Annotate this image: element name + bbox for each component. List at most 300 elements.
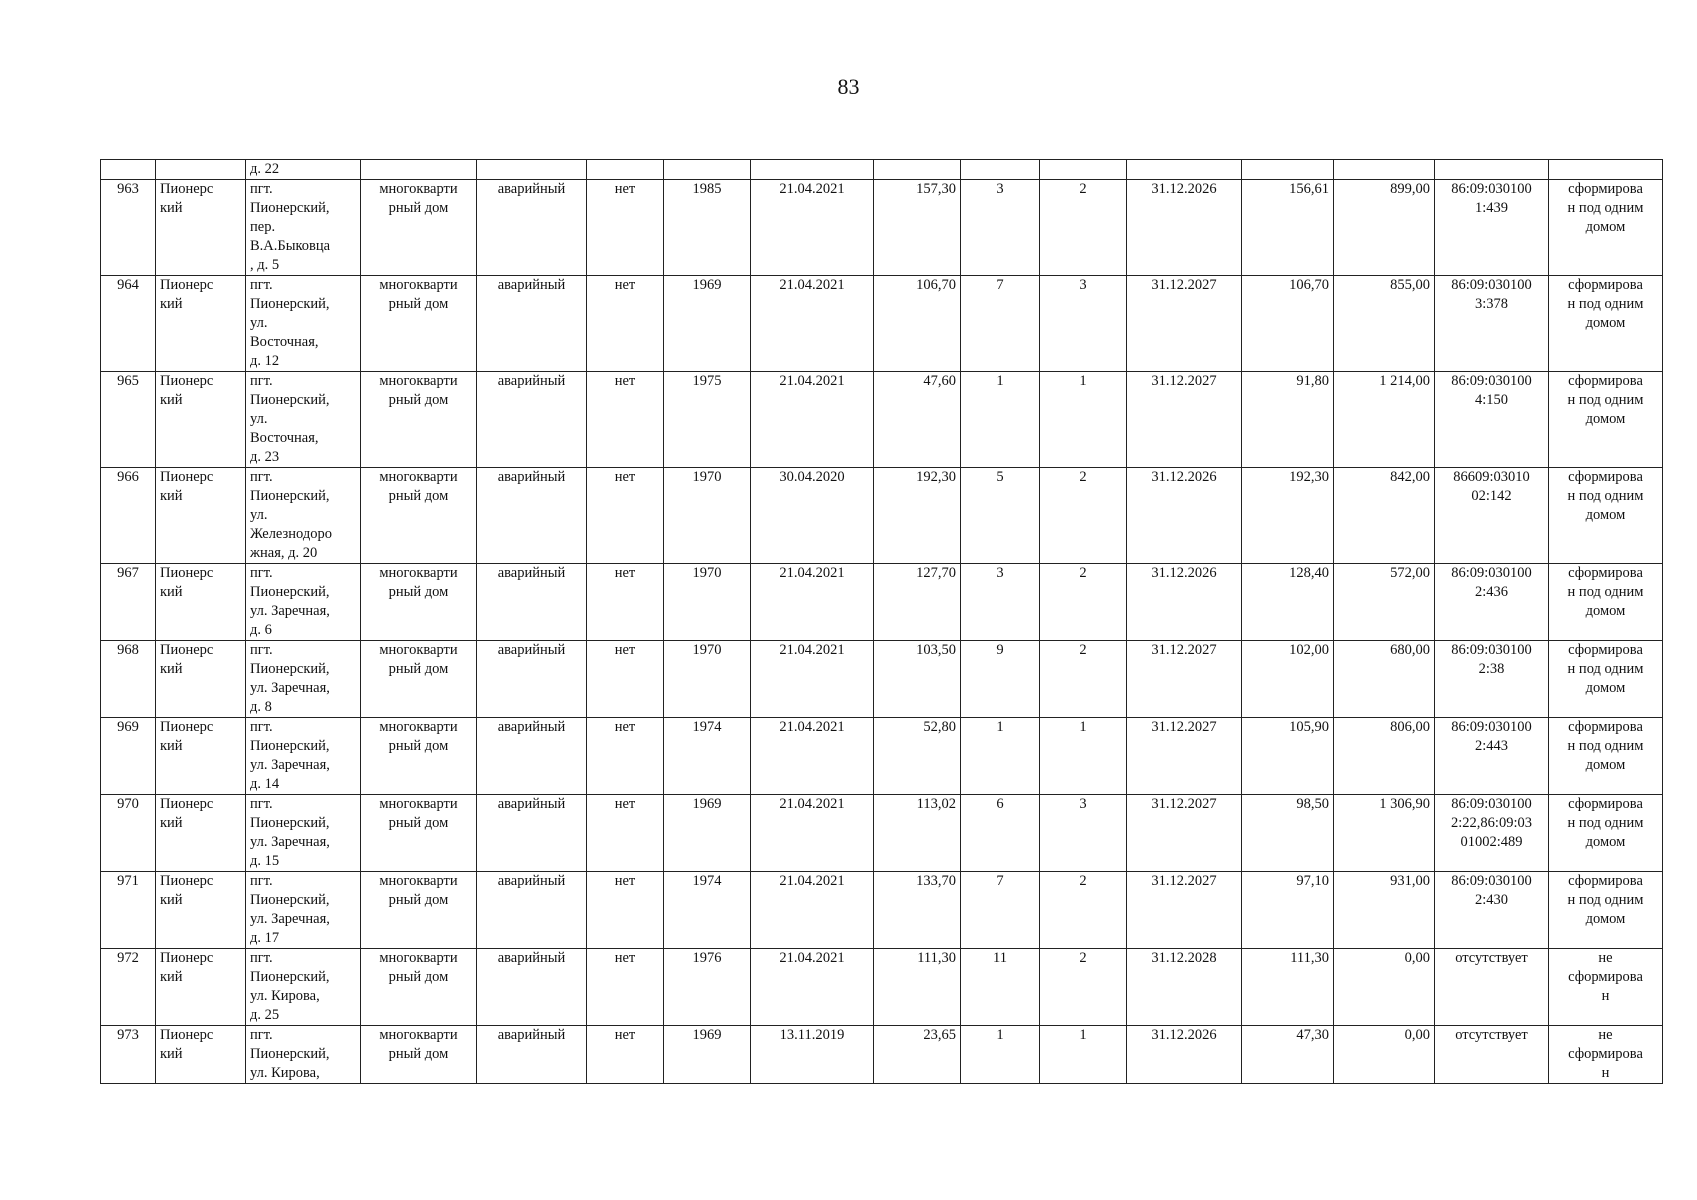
- district-line: Пионерс: [160, 373, 214, 389]
- land-status-line: домом: [1585, 757, 1626, 773]
- address-cell: [246, 564, 361, 641]
- cadastral-number-cell: [1435, 180, 1549, 276]
- address-cell: [246, 949, 361, 1026]
- land-status-line: н под одним: [1567, 200, 1644, 216]
- land-status-line: домом: [1585, 911, 1626, 927]
- address-line: , д. 5: [250, 257, 280, 273]
- land-status-line: сформирова: [1568, 565, 1643, 581]
- land-status-line: не: [1598, 950, 1613, 966]
- status-cell: аварийный: [477, 1026, 587, 1084]
- building-type-line: многокварти: [379, 719, 458, 735]
- building-type-line: рный дом: [388, 969, 449, 985]
- row-number-cell: 970: [101, 795, 156, 872]
- address-cell: [246, 795, 361, 872]
- area-cell: 103,50: [874, 641, 961, 718]
- address-cell: [246, 468, 361, 564]
- apartments-cell: 2: [1040, 641, 1127, 718]
- district-cell: [156, 718, 246, 795]
- land-status-cell: [1549, 372, 1663, 468]
- status-cell: аварийный: [477, 276, 587, 372]
- deadline-cell: 31.12.2026: [1127, 468, 1242, 564]
- address-line: ул. Кирова,: [250, 988, 320, 1004]
- cadastral-number-cell: [1435, 872, 1549, 949]
- land-status-line: домом: [1585, 411, 1626, 427]
- land-status-cell: [1549, 872, 1663, 949]
- area2-cell: 102,00: [1242, 641, 1334, 718]
- recognition-date-cell: 21.04.2021: [751, 276, 874, 372]
- land-status-line: н под одним: [1567, 488, 1644, 504]
- row-number-cell: 969: [101, 718, 156, 795]
- address-line: пгт.: [250, 950, 273, 966]
- land-status-line: не: [1598, 1027, 1613, 1043]
- year-cell: 1969: [664, 795, 751, 872]
- recognition-date-cell: 21.04.2021: [751, 949, 874, 1026]
- area2-cell: 91,80: [1242, 372, 1334, 468]
- flag-cell: нет: [587, 276, 664, 372]
- district-cell: [156, 949, 246, 1026]
- year-cell: 1970: [664, 641, 751, 718]
- apartments-cell: 2: [1040, 949, 1127, 1026]
- land-status-cell: [1549, 1026, 1663, 1084]
- address-line: ул. Заречная,: [250, 603, 330, 619]
- land-area-cell: 0,00: [1334, 949, 1435, 1026]
- area2-cell: 106,70: [1242, 276, 1334, 372]
- area2-cell: 192,30: [1242, 468, 1334, 564]
- area2-cell: 111,30: [1242, 949, 1334, 1026]
- land-status-cell: [1549, 468, 1663, 564]
- address-line: д. 12: [250, 353, 280, 369]
- area-cell: 133,70: [874, 872, 961, 949]
- flag-cell: нет: [587, 795, 664, 872]
- building-type-line: рный дом: [388, 584, 449, 600]
- address-line: д. 23: [250, 449, 280, 465]
- district-cell: [156, 180, 246, 276]
- cadastral-number-line: 2:430: [1474, 892, 1509, 908]
- address-line: пгт.: [250, 796, 273, 812]
- year-cell: 1970: [664, 468, 751, 564]
- address-line: ул. Заречная,: [250, 680, 330, 696]
- district-cell: [156, 1026, 246, 1084]
- cadastral-number-line: отсутствует: [1455, 950, 1528, 966]
- district-line: Пионерс: [160, 181, 214, 197]
- cadastral-number-cell: [1435, 276, 1549, 372]
- land-status-line: сформирова: [1568, 373, 1643, 389]
- deadline-cell: 31.12.2028: [1127, 949, 1242, 1026]
- table-row: [101, 372, 1663, 468]
- flag-cell: нет: [587, 564, 664, 641]
- district-line: Пионерс: [160, 796, 214, 812]
- building-type-line: многокварти: [379, 469, 458, 485]
- district-line: кий: [160, 488, 183, 504]
- address-line: д. 15: [250, 853, 280, 869]
- address-line: ул.: [250, 507, 268, 523]
- land-status-line: н под одним: [1567, 815, 1644, 831]
- address-line: Пионерский,: [250, 738, 330, 754]
- building-type-line: рный дом: [388, 392, 449, 408]
- address-line: Пионерский,: [250, 392, 330, 408]
- address-line: пгт.: [250, 277, 273, 293]
- building-type-line: рный дом: [388, 892, 449, 908]
- row-number-cell: 971: [101, 872, 156, 949]
- land-status-line: домом: [1585, 507, 1626, 523]
- building-type-line: рный дом: [388, 661, 449, 677]
- year-cell: 1976: [664, 949, 751, 1026]
- recognition-date-cell: 30.04.2020: [751, 468, 874, 564]
- building-type-line: многокварти: [379, 277, 458, 293]
- building-type-cell: [361, 949, 477, 1026]
- deadline-cell: 31.12.2027: [1127, 795, 1242, 872]
- status-cell: аварийный: [477, 180, 587, 276]
- land-status-line: сформирова: [1568, 469, 1643, 485]
- row-number-cell: 966: [101, 468, 156, 564]
- year-cell: 1969: [664, 1026, 751, 1084]
- cadastral-number-line: 02:142: [1471, 488, 1512, 504]
- cadastral-number-line: 3:378: [1474, 296, 1509, 312]
- building-type-cell: [361, 1026, 477, 1084]
- recognition-date-cell: 13.11.2019: [751, 1026, 874, 1084]
- address-line: ул. Заречная,: [250, 911, 330, 927]
- land-status-line: сформирова: [1568, 642, 1643, 658]
- apartments-cell: 2: [1040, 872, 1127, 949]
- district-line: Пионерс: [160, 1027, 214, 1043]
- building-type-line: рный дом: [388, 200, 449, 216]
- land-status-line: сформирова: [1568, 873, 1643, 889]
- building-type-line: многокварти: [379, 950, 458, 966]
- status-cell: аварийный: [477, 468, 587, 564]
- residents-cell: 9: [961, 641, 1040, 718]
- district-cell: [156, 372, 246, 468]
- building-type-line: многокварти: [379, 181, 458, 197]
- residents-cell: 1: [961, 372, 1040, 468]
- address-line: жная, д. 20: [250, 545, 318, 561]
- building-type-line: рный дом: [388, 296, 449, 312]
- recognition-date-cell: 21.04.2021: [751, 795, 874, 872]
- district-line: кий: [160, 892, 183, 908]
- status-cell: аварийный: [477, 641, 587, 718]
- district-line: кий: [160, 584, 183, 600]
- address-line: д. 17: [250, 930, 280, 946]
- building-type-line: многокварти: [379, 796, 458, 812]
- residents-cell: 7: [961, 872, 1040, 949]
- cadastral-number-line: 1:439: [1474, 200, 1509, 216]
- address-cell: [246, 1026, 361, 1084]
- flag-cell: нет: [587, 1026, 664, 1084]
- address-line: пгт.: [250, 1027, 273, 1043]
- address-line: д. 8: [250, 699, 272, 715]
- apartments-cell: 1: [1040, 372, 1127, 468]
- address-line: Пионерский,: [250, 296, 330, 312]
- flag-cell: нет: [587, 468, 664, 564]
- address-line: Пионерский,: [250, 488, 330, 504]
- cadastral-number-line: 86:09:030100: [1451, 642, 1532, 658]
- area-cell: 47,60: [874, 372, 961, 468]
- apartments-cell: 3: [1040, 795, 1127, 872]
- address-cell: [246, 372, 361, 468]
- land-status-line: сформирова: [1568, 277, 1643, 293]
- status-cell: аварийный: [477, 372, 587, 468]
- address-line: Пионерский,: [250, 892, 330, 908]
- district-cell: [156, 276, 246, 372]
- land-status-line: н под одним: [1567, 584, 1644, 600]
- district-line: кий: [160, 1046, 183, 1062]
- cadastral-number-cell: [1435, 468, 1549, 564]
- address-line: В.А.Быковца: [250, 238, 331, 254]
- table-row: [101, 564, 1663, 641]
- land-area-cell: 1 214,00: [1334, 372, 1435, 468]
- cadastral-number-line: 86:09:030100: [1451, 719, 1532, 735]
- land-status-line: домом: [1585, 680, 1626, 696]
- land-area-cell: 1 306,90: [1334, 795, 1435, 872]
- address-line: пгт.: [250, 469, 273, 485]
- cadastral-number-cell: [1435, 1026, 1549, 1084]
- address-line: Пионерский,: [250, 1046, 330, 1062]
- row-number-cell: 963: [101, 180, 156, 276]
- land-status-cell: [1549, 718, 1663, 795]
- table-row: [101, 795, 1663, 872]
- cadastral-number-cell: [1435, 718, 1549, 795]
- address-line: пгт.: [250, 565, 273, 581]
- residents-cell: 3: [961, 564, 1040, 641]
- table-body: [101, 160, 1663, 1084]
- area2-cell: 156,61: [1242, 180, 1334, 276]
- building-type-line: рный дом: [388, 738, 449, 754]
- land-area-cell: 899,00: [1334, 180, 1435, 276]
- deadline-cell: 31.12.2026: [1127, 564, 1242, 641]
- building-type-line: рный дом: [388, 488, 449, 504]
- flag-cell: нет: [587, 718, 664, 795]
- land-area-cell: 806,00: [1334, 718, 1435, 795]
- address-line: ул.: [250, 411, 268, 427]
- address-cell: [246, 641, 361, 718]
- building-type-cell: [361, 180, 477, 276]
- cadastral-number-cell: [1435, 949, 1549, 1026]
- cadastral-number-line: отсутствует: [1455, 1027, 1528, 1043]
- apartments-cell: 2: [1040, 468, 1127, 564]
- land-status-line: н под одним: [1567, 738, 1644, 754]
- apartments-cell: 2: [1040, 564, 1127, 641]
- building-type-cell: [361, 718, 477, 795]
- residents-cell: 1: [961, 1026, 1040, 1084]
- building-type-line: рный дом: [388, 1046, 449, 1062]
- table-row: [101, 949, 1663, 1026]
- residents-cell: 3: [961, 180, 1040, 276]
- land-status-line: сформирова: [1568, 181, 1643, 197]
- recognition-date-cell: 21.04.2021: [751, 564, 874, 641]
- row-number-cell: 964: [101, 276, 156, 372]
- district-line: Пионерс: [160, 642, 214, 658]
- cadastral-number-cell: [1435, 795, 1549, 872]
- cadastral-number-line: 2:22,86:09:03: [1451, 815, 1532, 831]
- cadastral-number-line: 2:38: [1478, 661, 1505, 677]
- building-type-cell: [361, 372, 477, 468]
- land-status-cell: [1549, 641, 1663, 718]
- building-type-line: многокварти: [379, 373, 458, 389]
- apartments-cell: 3: [1040, 276, 1127, 372]
- area2-cell: 105,90: [1242, 718, 1334, 795]
- cadastral-number-line: 86:09:030100: [1451, 181, 1532, 197]
- area-cell: 192,30: [874, 468, 961, 564]
- area2-cell: 128,40: [1242, 564, 1334, 641]
- row-number-cell: 965: [101, 372, 156, 468]
- continuation-row: [101, 160, 1663, 180]
- area2-cell: 47,30: [1242, 1026, 1334, 1084]
- address-line: Пионерский,: [250, 815, 330, 831]
- district-line: кий: [160, 661, 183, 677]
- building-type-line: многокварти: [379, 1027, 458, 1043]
- address-line: д. 25: [250, 1007, 280, 1023]
- district-line: Пионерс: [160, 565, 214, 581]
- land-status-line: н: [1601, 1065, 1610, 1081]
- building-type-line: многокварти: [379, 565, 458, 581]
- address-line: д. 14: [250, 776, 280, 792]
- district-line: Пионерс: [160, 950, 214, 966]
- land-status-cell: [1549, 180, 1663, 276]
- residents-cell: 5: [961, 468, 1040, 564]
- land-status-line: домом: [1585, 315, 1626, 331]
- area-cell: 106,70: [874, 276, 961, 372]
- apartments-cell: 1: [1040, 718, 1127, 795]
- land-status-line: н: [1601, 988, 1610, 1004]
- address-line: Пионерский,: [250, 584, 330, 600]
- year-cell: 1985: [664, 180, 751, 276]
- row-number-cell: 968: [101, 641, 156, 718]
- building-type-cell: [361, 872, 477, 949]
- address-line: Пионерский,: [250, 661, 330, 677]
- address-line: пгт.: [250, 719, 273, 735]
- cadastral-number-line: 2:443: [1474, 738, 1509, 754]
- land-area-cell: 680,00: [1334, 641, 1435, 718]
- cadastral-number-line: 86:09:030100: [1451, 373, 1532, 389]
- district-cell: [156, 795, 246, 872]
- cadastral-number-cell: [1435, 372, 1549, 468]
- cadastral-number-line: 2:436: [1474, 584, 1509, 600]
- flag-cell: нет: [587, 641, 664, 718]
- address-line: пгт.: [250, 373, 273, 389]
- address-line: д. 6: [250, 622, 272, 638]
- deadline-cell: 31.12.2027: [1127, 718, 1242, 795]
- district-line: Пионерс: [160, 873, 214, 889]
- table-row: [101, 872, 1663, 949]
- district-line: Пионерс: [160, 469, 214, 485]
- district-cell: [156, 641, 246, 718]
- land-area-cell: 0,00: [1334, 1026, 1435, 1084]
- land-status-line: домом: [1585, 834, 1626, 850]
- area-cell: 113,02: [874, 795, 961, 872]
- land-status-line: домом: [1585, 603, 1626, 619]
- land-status-line: н под одним: [1567, 392, 1644, 408]
- building-type-cell: [361, 564, 477, 641]
- building-type-line: многокварти: [379, 642, 458, 658]
- building-type-cell: [361, 641, 477, 718]
- district-line: кий: [160, 815, 183, 831]
- residents-cell: 11: [961, 949, 1040, 1026]
- residents-cell: 7: [961, 276, 1040, 372]
- table-row: [101, 718, 1663, 795]
- land-status-line: сформирова: [1568, 796, 1643, 812]
- year-cell: 1970: [664, 564, 751, 641]
- address-cell: [246, 180, 361, 276]
- cadastral-number-line: 86:09:030100: [1451, 796, 1532, 812]
- address-cell: [246, 718, 361, 795]
- row-number-cell: 973: [101, 1026, 156, 1084]
- district-line: кий: [160, 738, 183, 754]
- land-status-cell: [1549, 795, 1663, 872]
- address-line: Восточная,: [250, 334, 319, 350]
- year-cell: 1969: [664, 276, 751, 372]
- address-line: пгт.: [250, 181, 273, 197]
- address-line: Восточная,: [250, 430, 319, 446]
- flag-cell: нет: [587, 872, 664, 949]
- recognition-date-cell: 21.04.2021: [751, 718, 874, 795]
- land-area-cell: 855,00: [1334, 276, 1435, 372]
- housing-registry-table: [100, 159, 1663, 1084]
- district-cell: [156, 872, 246, 949]
- deadline-cell: 31.12.2027: [1127, 641, 1242, 718]
- flag-cell: нет: [587, 372, 664, 468]
- address-cell: д. 22: [246, 160, 361, 180]
- deadline-cell: 31.12.2027: [1127, 372, 1242, 468]
- recognition-date-cell: 21.04.2021: [751, 641, 874, 718]
- building-type-line: рный дом: [388, 815, 449, 831]
- residents-cell: 6: [961, 795, 1040, 872]
- table-row: [101, 1026, 1663, 1084]
- building-type-cell: [361, 276, 477, 372]
- cadastral-number-line: 86:09:030100: [1451, 873, 1532, 889]
- table-row: [101, 276, 1663, 372]
- year-cell: 1974: [664, 718, 751, 795]
- district-cell: [156, 564, 246, 641]
- residents-cell: 1: [961, 718, 1040, 795]
- district-line: Пионерс: [160, 719, 214, 735]
- area-cell: 23,65: [874, 1026, 961, 1084]
- row-number-cell: 967: [101, 564, 156, 641]
- land-status-line: сформирова: [1568, 969, 1643, 985]
- address-line: пер.: [250, 219, 276, 235]
- cadastral-number-cell: [1435, 641, 1549, 718]
- land-status-line: н под одним: [1567, 661, 1644, 677]
- table-row: [101, 468, 1663, 564]
- land-area-cell: 931,00: [1334, 872, 1435, 949]
- land-status-line: н под одним: [1567, 296, 1644, 312]
- district-line: кий: [160, 392, 183, 408]
- cadastral-number-line: 86:09:030100: [1451, 277, 1532, 293]
- land-status-line: н под одним: [1567, 892, 1644, 908]
- land-status-line: сформирова: [1568, 1046, 1643, 1062]
- area-cell: 157,30: [874, 180, 961, 276]
- address-line: ул. Заречная,: [250, 757, 330, 773]
- table-row: [101, 180, 1663, 276]
- address-line: пгт.: [250, 873, 273, 889]
- status-cell: аварийный: [477, 949, 587, 1026]
- year-cell: 1974: [664, 872, 751, 949]
- status-cell: аварийный: [477, 872, 587, 949]
- status-cell: аварийный: [477, 564, 587, 641]
- area2-cell: 98,50: [1242, 795, 1334, 872]
- land-status-cell: [1549, 949, 1663, 1026]
- building-type-cell: [361, 795, 477, 872]
- address-line: ул.: [250, 315, 268, 331]
- address-line: Пионерский,: [250, 969, 330, 985]
- cadastral-number-line: 86:09:030100: [1451, 565, 1532, 581]
- flag-cell: нет: [587, 180, 664, 276]
- land-status-line: сформирова: [1568, 719, 1643, 735]
- flag-cell: нет: [587, 949, 664, 1026]
- address-line: ул. Заречная,: [250, 834, 330, 850]
- area-cell: 127,70: [874, 564, 961, 641]
- row-number-cell: 972: [101, 949, 156, 1026]
- recognition-date-cell: 21.04.2021: [751, 872, 874, 949]
- district-line: кий: [160, 296, 183, 312]
